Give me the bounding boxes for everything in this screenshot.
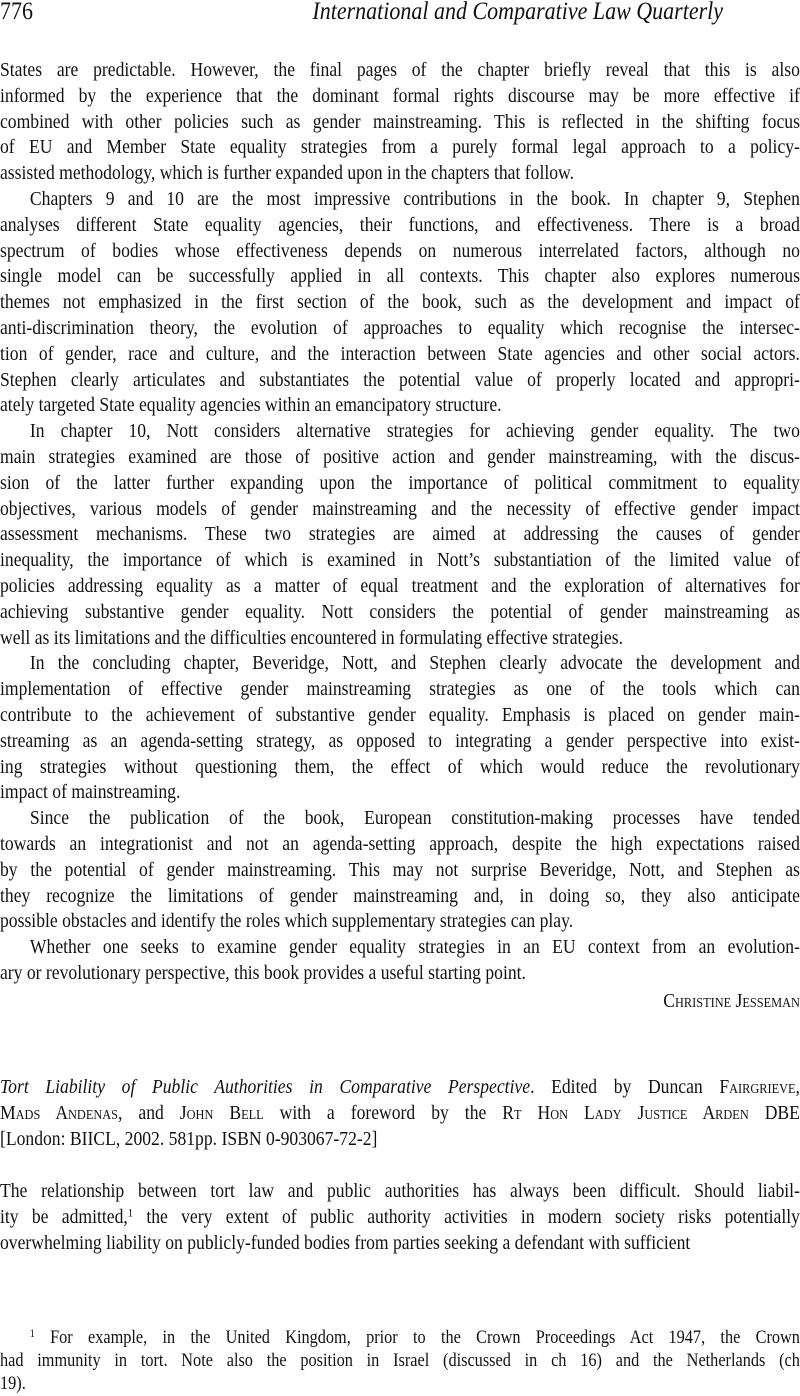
text-line: of EU and Member State equality strategies from a purely formal legal approach to a policy- <box>0 136 800 159</box>
footnote-marker: 1 <box>29 1327 35 1340</box>
text-line: ately targeted State equality agencies within an emancipatory structure. <box>0 394 502 417</box>
text-line: streaming as an agenda-setting strategy, as opposed to integrating a gender perspective into exist- <box>0 729 800 752</box>
text-line <box>0 1127 800 1153</box>
text-line: by the potential of gender mainstreaming. This may not surprise Beveridge, Nott, and Stephen as <box>0 858 800 881</box>
text-segment: Rt Hon Lady Justice Arden <box>502 1101 749 1124</box>
text-line: spectrum of bodies whose effectiveness depends on numerous interrelated factors, although no <box>0 239 800 262</box>
text-line: assisted methodology, which is further expanded upon in the chapters that follow. <box>0 162 574 185</box>
text-line: In the concluding chapter, Beveridge, Nott, and Stephen clearly advocate the development and <box>29 652 800 675</box>
text-segment: had immunity in tort. Note also the position in Israel (discussed in ch 16) and the Netherlands (ch <box>0 1351 800 1371</box>
text-line <box>0 1205 800 1231</box>
text-segment: DBE <box>748 1101 800 1124</box>
text-line: anti-discrimination theory, the evolution of approaches to equality which recognise the intersec- <box>0 316 800 339</box>
text-line: combined with other policies such as gender mainstreaming. This is reflected in the shifting focus <box>0 110 800 133</box>
journal-title: International and Comparative Law Quarterly <box>312 0 724 25</box>
paragraph <box>0 58 800 187</box>
text-line <box>0 1179 800 1205</box>
text-segment: with a foreword by the <box>263 1101 503 1124</box>
text-segment: Fairgrieve <box>719 1076 796 1098</box>
text-line <box>0 1231 800 1257</box>
text-line <box>0 1327 800 1350</box>
text-segment: , and <box>118 1101 180 1124</box>
text-line: ary or revolutionary perspective, this book provides a useful starting point. <box>0 961 526 984</box>
footnote-marker: 1 <box>127 1205 134 1220</box>
book-citation <box>0 1075 800 1152</box>
review-body-text <box>0 58 800 987</box>
text-line: States are predictable. However, the final pages of the chapter briefly reveal that this is also <box>0 59 800 81</box>
text-segment: the very extent of public authority activities in modern society risks potentially <box>133 1205 800 1228</box>
text-line: main strategies examined are those of positive action and gender mainstreaming, with the discus- <box>0 445 800 468</box>
running-header <box>0 0 800 26</box>
text-segment: For example, in the United Kingdom, prior to the Crown Proceedings Act 1947, the Crown <box>34 1328 800 1348</box>
text-line: towards an integrationist and not an agenda-setting approach, despite the high expectations raised <box>0 832 800 855</box>
text-line: analyses different State equality agencies, their functions, and effectiveness. There is a broad <box>0 213 800 236</box>
text-segment: Mads Andenas <box>0 1101 119 1124</box>
text-line: implementation of effective gender mainstreaming strategies as one of the tools which can <box>0 678 800 701</box>
text-segment: , <box>795 1076 800 1098</box>
text-line: ing strategies without questioning them, the effect of which would reduce the revolutionary <box>0 755 800 778</box>
text-line: achieving substantive gender equality. Nott considers the potential of gender mainstreaming as <box>0 600 800 623</box>
text-line: contribute to the achievement of substantive gender equality. Emphasis is placed on gender main- <box>0 703 800 726</box>
text-line: inequality, the importance of which is examined in Nott’s substantiation of the limited value of <box>0 549 800 572</box>
reviewer-signature-block <box>0 989 800 1015</box>
text-line: Stephen clearly articulates and substantiates the potential value of properly located and appropri- <box>0 368 800 391</box>
review-body-text-2 <box>0 1179 800 1256</box>
paragraph <box>0 419 800 651</box>
paragraph <box>0 935 800 987</box>
text-line: well as its limitations and the difficulties encountered in formulating effective strategies. <box>0 626 623 649</box>
text-line: policies addressing equality as a matter of equal treatment and the exploration of alternatives for <box>0 574 800 597</box>
text-line: informed by the experience that the dominant formal rights discourse may be more effective if <box>0 84 800 107</box>
text-line: Since the publication of the book, European constitution-making processes have tended <box>29 807 800 830</box>
footnote <box>0 1327 800 1396</box>
text-line <box>0 1075 800 1101</box>
text-line: single model can be successfully applied in all contexts. This chapter also explores numerous <box>0 265 800 288</box>
text-line <box>0 1101 800 1127</box>
reviewer-name: Christine Jesseman <box>663 990 800 1012</box>
text-segment: ity be admitted, <box>0 1205 128 1228</box>
text-line: they recognize the limitations of gender mainstreaming and, in doing so, they also anticipate <box>0 884 800 907</box>
paragraph <box>0 187 800 419</box>
text-segment: The relationship between tort law and public authorities has always been difficult. Should liabil- <box>0 1180 800 1202</box>
text-line: assessment mechanisms. These two strategies are aimed at addressing the causes of gender <box>0 523 800 546</box>
text-line: sion of the latter further expanding upon the importance of political commitment to equality <box>0 471 800 494</box>
text-line: Whether one seeks to examine gender equality strategies in an EU context from an evolution- <box>29 936 800 959</box>
text-segment: 19). <box>0 1374 26 1394</box>
text-line: themes not emphasized in the first section of the book, such as the development and impact of <box>0 291 800 314</box>
text-segment: John Bell <box>179 1101 264 1124</box>
text-line: Chapters 9 and 10 are the most impressive contributions in the book. In chapter 9, Stephen <box>29 187 800 210</box>
text-line <box>0 1350 800 1373</box>
text-line: objectives, various models of gender mainstreaming and the necessity of effective gender impact <box>0 497 800 520</box>
text-line: impact of mainstreaming. <box>0 781 181 804</box>
text-segment: overwhelming liability on publicly-funded bodies from parties seeking a defendant with sufficient <box>0 1231 691 1254</box>
text-line: tion of gender, race and culture, and the interaction between State agencies and other social actors. <box>0 342 800 365</box>
text-line: In chapter 10, Nott considers alternative strategies for achieving gender equality. The two <box>29 420 800 443</box>
paragraph <box>0 651 800 806</box>
text-segment: Tort Liability of Public Authorities in Comparative Perspective <box>0 1076 531 1098</box>
text-segment: [London: BIICL, 2002. 581pp. ISBN 0-903067-72-2] <box>0 1127 378 1150</box>
text-line: possible obstacles and identify the roles which supplementary strategies can play. <box>0 910 574 933</box>
page-number: 776 <box>0 0 33 25</box>
paragraph <box>0 806 800 935</box>
text-segment: . Edited by Duncan <box>530 1076 720 1098</box>
